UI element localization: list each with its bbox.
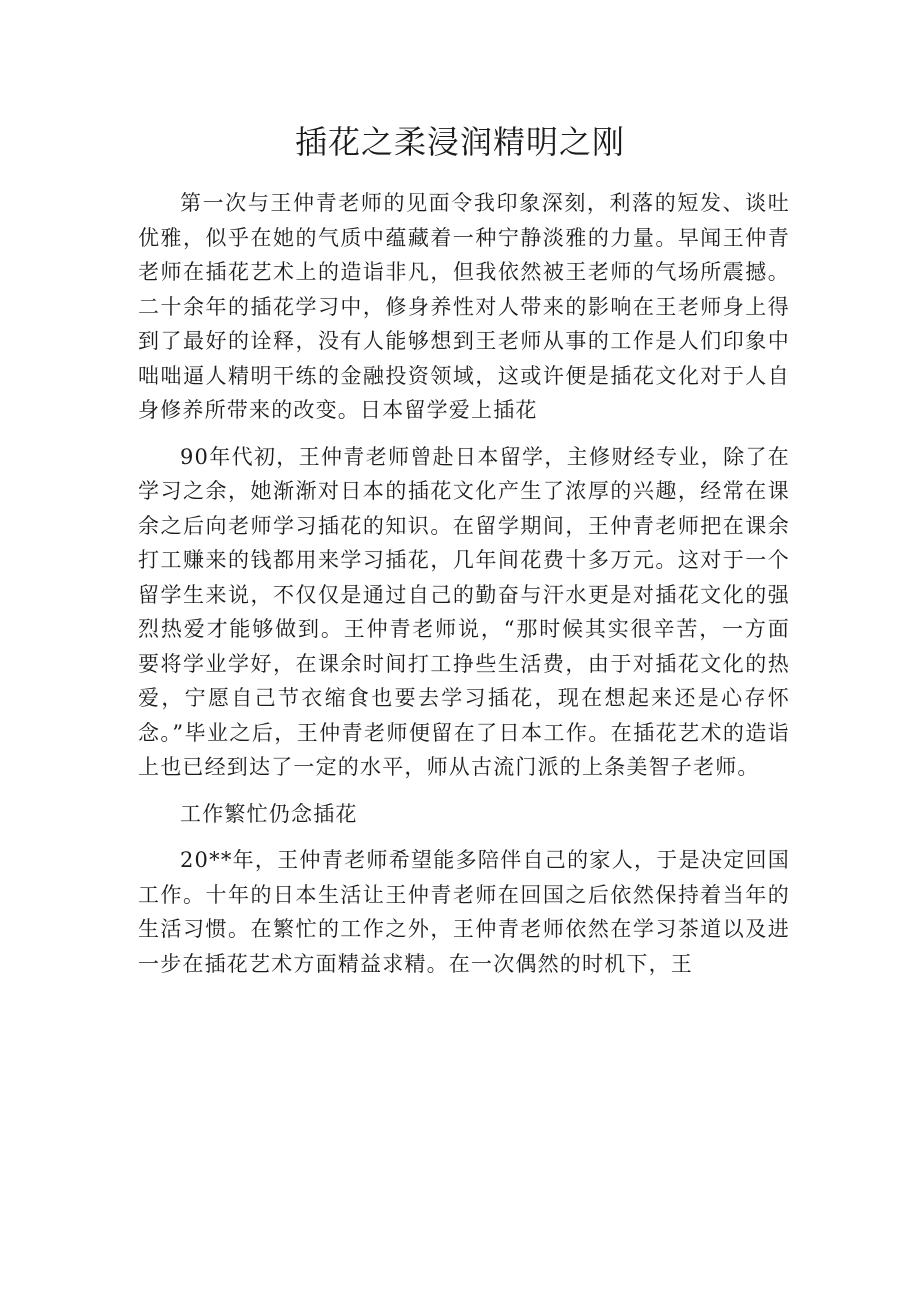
document-body: [138, 186, 790, 993]
document-title: 插花之柔浸润精明之刚: [294, 123, 625, 161]
paragraph-study-in-japan: 90年代初，王仲青老师曾赴日本留学，主修财经专业，除了在学习之余，她渐渐对日本的插花文化产生了浓厚的兴趣，经常在课余之后向老师学习插花的知识。在留学期间，王仲青老师把在课余打工赚来的钱都用来学习插花，几年间花费十多万元。这对于一个留学生来说，不仅仅是通过自己的勤奋与汗水更是对插花文化的强烈热爱才能够做到。王仲青老师说，“那时候其实很辛苦，一方面要将学业学好，在课余时间打工挣些生活费，由于对插花文化的热爱，宁愿自己节衣缩食也要去学习插花，现在想起来还是心存怀念。”毕业之后，王仲青老师便留在了日本工作。在插花艺术的造诣上也已经到达了一定的水平，师从古流门派的上条美智子老师。: [138, 444, 790, 779]
section-heading-work: 工作繁忙仍念插花: [180, 801, 358, 826]
paragraph-intro: 第一次与王仲青老师的见面令我印象深刻，利落的短发、谈吐优雅，似乎在她的气质中蕴藏着一种宁静淡雅的力量。早闻王仲青老师在插花艺术上的造诣非凡，但我依然被王老师的气场所震撼。二十余年的插花学习中，修身养性对人带来的影响在王老师身上得到了最好的诠释，没有人能够想到王老师从事的工作是人们印象中咄咄逼人精明干练的金融投资领域，这或许便是插花文化对于人自身修养所带来的改变。日本留学爱上插花: [138, 191, 790, 422]
paragraph-return-home: 20**年，王仲青老师希望能多陪伴自己的家人，于是决定回国工作。十年的日本生活让王仲青老师在回国之后依然保持着当年的生活习惯。在繁忙的工作之外，王仲青老师依然在学习茶道以及进一步在插花艺术方面精益求精。在一次偶然的时机下，王: [138, 848, 790, 976]
